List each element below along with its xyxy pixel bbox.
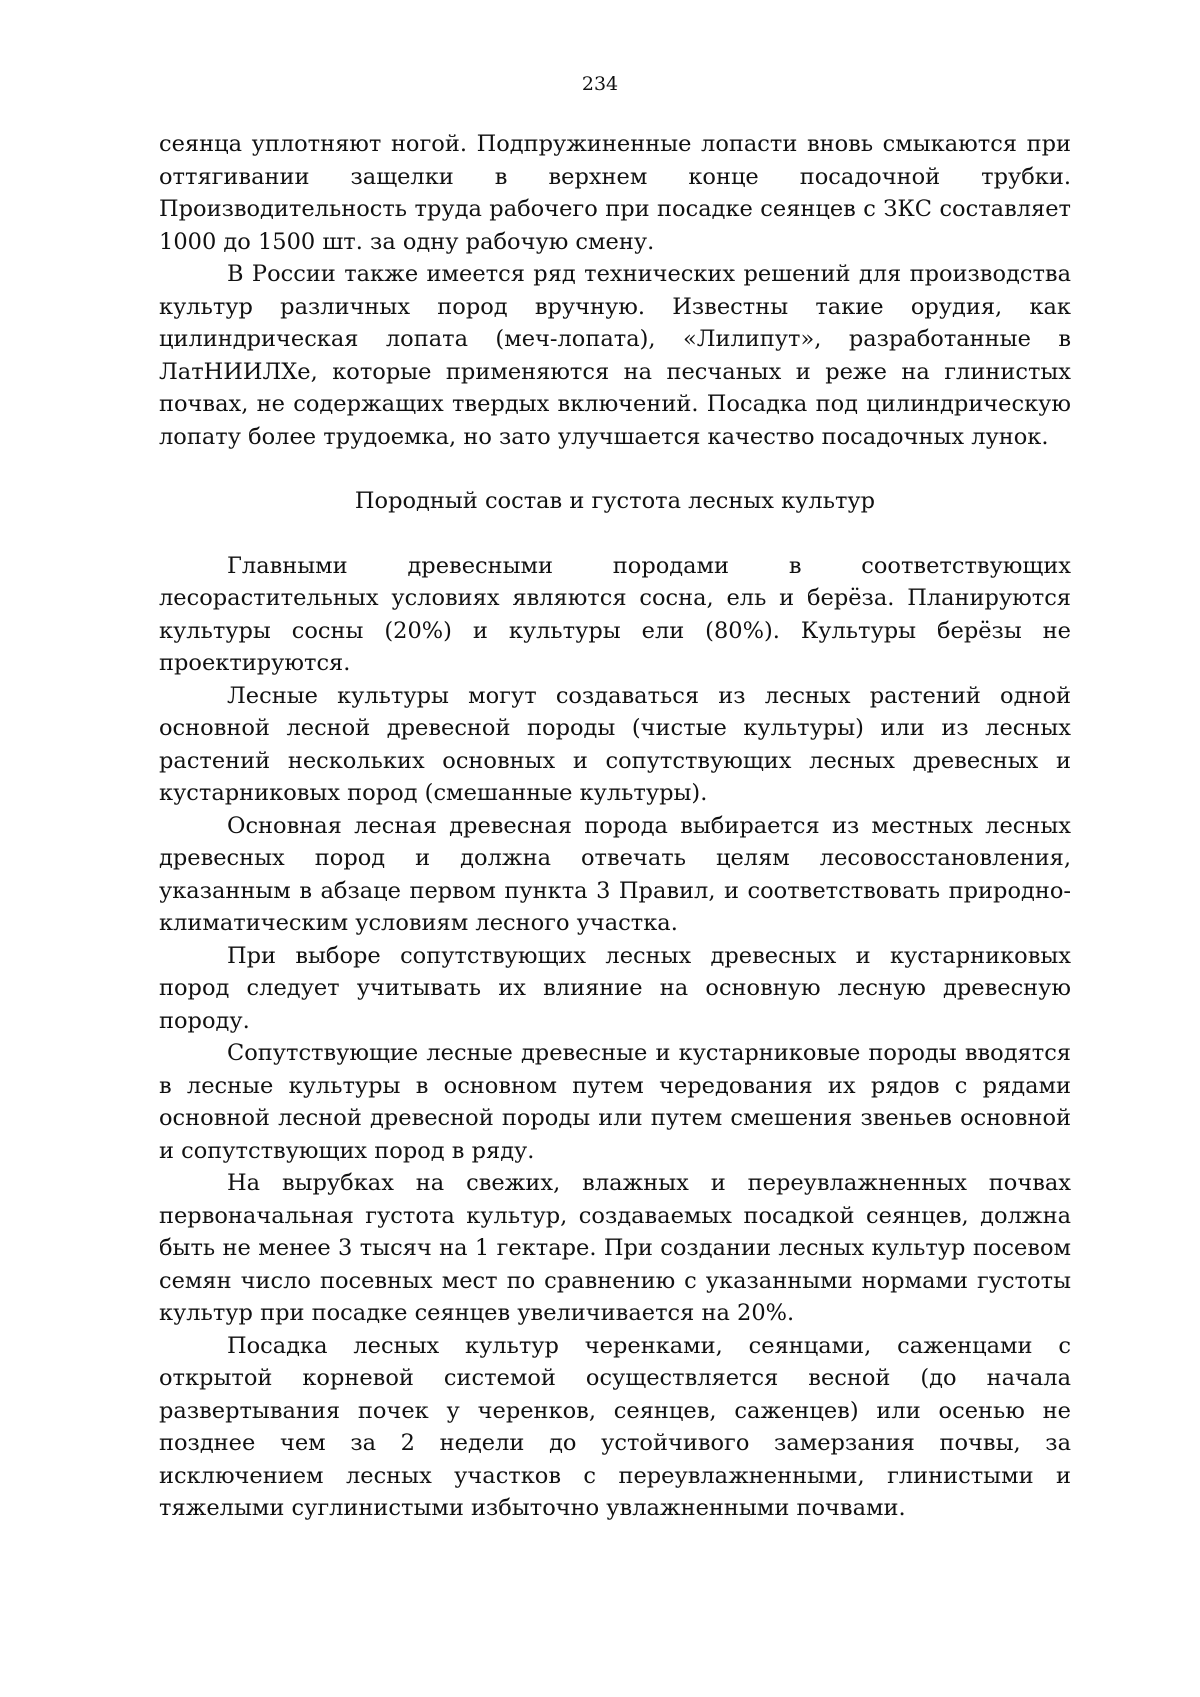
page-number: 234: [581, 73, 619, 95]
page-content: [159, 128, 1071, 1525]
paragraph-species-introduction: Сопутствующие лесные древесные и кустарниковые породы вводятся в лесные культуры в основном путем чередования их рядов с рядами основной лесной древесной породы или путем смешения звеньев основной и сопутствующих пород в ряду.: [159, 1040, 1071, 1164]
paragraph-culture-types: Лесные культуры могут создаваться из лесных растений одной основной лесной древесной породы (чистые культуры) или из лесных растений нескольких основных и сопутствующих лесных древесных и кустарниковых пород (смешанные культуры).: [159, 682, 1071, 806]
paragraph-main-species-selection: Основная лесная древесная порода выбирается из местных лесных древесных пород и должна отвечать целям лесовосстановления, указанным в абзаце первом пункта 3 Правил, и соответствовать природно-климатическим условиям лесного участка.: [159, 812, 1071, 936]
paragraph-companion-species: При выборе сопутствующих лесных древесных и кустарниковых пород следует учитывать их влияние на основную лесную древесную породу.: [159, 942, 1071, 1034]
section-heading: Породный состав и густота лесных культур: [354, 488, 876, 514]
paragraph-continuation: сеянца уплотняют ногой. Подпружиненные лопасти вновь смыкаются при оттягивании защелки в верхнем конце посадочной трубки. Производительность труда рабочего при посадке сеянцев с ЗКС составляет 1000 до 1500 шт. за одну рабочую смену.: [159, 131, 1071, 255]
paragraph-manual-tools: В России также имеется ряд технических решений для производства культур различных пород вручную. Известны такие орудия, как цилиндрическая лопата (меч-лопата), «Лилипут», разработанные в ЛатНИИЛХе, которые применяются на песчаных и реже на глинистых почвах, не содержащих твердых включений. Посадка под цилиндрическую лопату более трудоемка, но зато улучшается качество посадочных лунок.: [159, 261, 1071, 450]
paragraph-main-species: Главными древесными породами в соответствующих лесорастительных условиях являются сосна, ель и берёза. Планируются культуры сосны (20%) и культуры ели (80%). Культуры берёзы не проектируются.: [159, 552, 1071, 676]
paragraph-planting-season: Посадка лесных культур черенками, сеянцами, саженцами с открытой корневой системой осуществляется весной (до начала развертывания почек у черенков, сеянцев, саженцев) или осенью не позднее чем за 2 недели до устойчивого замерзания почвы, за исключением лесных участков с переувлажненными, глинистыми и тяжелыми суглинистыми избыточно увлажненными почвами.: [159, 1332, 1071, 1521]
paragraph-planting-density: На вырубках на свежих, влажных и переувлажненных почвах первоначальная густота культур, создаваемых посадкой сеянцев, должна быть не менее 3 тысяч на 1 гектаре. При создании лесных культур посевом семян число посевных мест по сравнению с указанными нормами густоты культур при посадке сеянцев увеличивается на 20%.: [159, 1170, 1071, 1326]
